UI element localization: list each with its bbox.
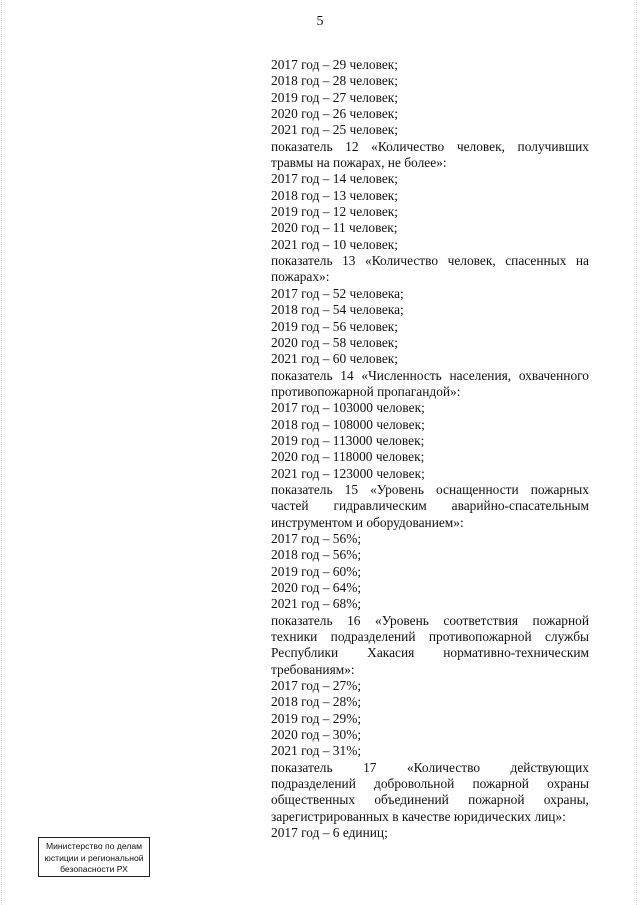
text-line: инструментом и оборудованием»: xyxy=(271,514,464,530)
text-line: 2021 год – 31%; xyxy=(271,743,362,759)
page-number: 5 xyxy=(316,14,324,29)
stamp-line: юстиции и региональной xyxy=(44,852,144,863)
text-line: техники подразделений противопожарной службы xyxy=(271,629,589,645)
text-line: показатель 16 «Уровень соответствия пожарной xyxy=(271,612,589,628)
text-line: 2017 год – 14 человек; xyxy=(271,171,399,187)
document-body xyxy=(271,57,589,842)
text-line: 2020 год – 26 человек; xyxy=(271,106,399,122)
text-line: 2019 год – 56 человек; xyxy=(271,318,399,334)
text-line: 2018 год – 54 человека; xyxy=(271,302,404,318)
text-line: общественных объединений пожарной охраны, xyxy=(271,792,589,808)
text-line: 2018 год – 108000 человек; xyxy=(271,416,425,432)
text-line: 2019 год – 29%; xyxy=(271,710,362,726)
text-line: травмы на пожарах, не более»: xyxy=(271,155,447,171)
text-line: показатель 15 «Уровень оснащенности пожарных xyxy=(271,481,589,497)
text-line: 2017 год – 6 единиц; xyxy=(271,825,388,841)
text-line: 2021 год – 25 человек; xyxy=(271,122,399,138)
text-line: 2017 год – 103000 человек; xyxy=(271,400,425,416)
stamp-line: безопасности РХ xyxy=(60,864,128,874)
text-line: 2020 год – 58 человек; xyxy=(271,334,399,350)
text-line: 2017 год – 52 человека; xyxy=(271,285,404,301)
text-line: 2020 год – 118000 человек; xyxy=(271,449,425,465)
text-line: 2021 год – 60 человек; xyxy=(271,351,399,367)
text-line: пожарах»: xyxy=(271,269,330,285)
scan-edge-left xyxy=(1,0,3,905)
text-line: 2017 год – 29 человек; xyxy=(271,57,399,72)
text-line: показатель 13 «Количество человек, спасенных на xyxy=(271,253,589,269)
text-line: показатель 14 «Численность населения, охваченного xyxy=(271,367,589,383)
text-line: 2021 год – 10 человек; xyxy=(271,236,399,252)
text-line: 2018 год – 56%; xyxy=(271,547,362,563)
text-line: 2017 год – 56%; xyxy=(271,530,362,546)
text-line: 2018 год – 28%; xyxy=(271,694,362,710)
ministry-stamp xyxy=(38,837,150,877)
text-line: 2021 год – 68%; xyxy=(271,596,362,612)
text-line: подразделений добровольной пожарной охраны xyxy=(271,776,589,792)
text-line: 2019 год – 12 человек; xyxy=(271,204,399,220)
text-line: требованиям»: xyxy=(271,661,355,677)
text-line: 2019 год – 27 человек; xyxy=(271,89,399,105)
text-line: 2018 год – 28 человек; xyxy=(271,73,399,89)
text-line: 2020 год – 11 человек; xyxy=(271,220,398,236)
text-line: противопожарной пропагандой»: xyxy=(271,383,461,399)
text-line: показатель 17 «Количество действующих xyxy=(271,759,589,775)
text-line: 2021 год – 123000 человек; xyxy=(271,465,425,481)
text-line: частей гидравлическим аварийно-спасательным xyxy=(271,498,589,514)
text-line: показатель 12 «Количество человек, получивших xyxy=(271,138,589,154)
text-line: 2019 год – 113000 человек; xyxy=(271,432,425,448)
text-line: зарегистрированных в качестве юридических лиц»: xyxy=(271,808,566,824)
text-line: 2017 год – 27%; xyxy=(271,678,362,694)
text-line: 2020 год – 30%; xyxy=(271,727,362,743)
stamp-line: Министерство по делам xyxy=(45,841,143,851)
text-line: 2020 год – 64%; xyxy=(271,580,362,595)
text-line: Республики Хакасия нормативно-техническим xyxy=(271,645,589,661)
text-line: 2019 год – 60%; xyxy=(271,563,362,579)
scan-edge-right xyxy=(636,0,638,905)
text-line: 2018 год – 13 человек; xyxy=(271,187,399,203)
